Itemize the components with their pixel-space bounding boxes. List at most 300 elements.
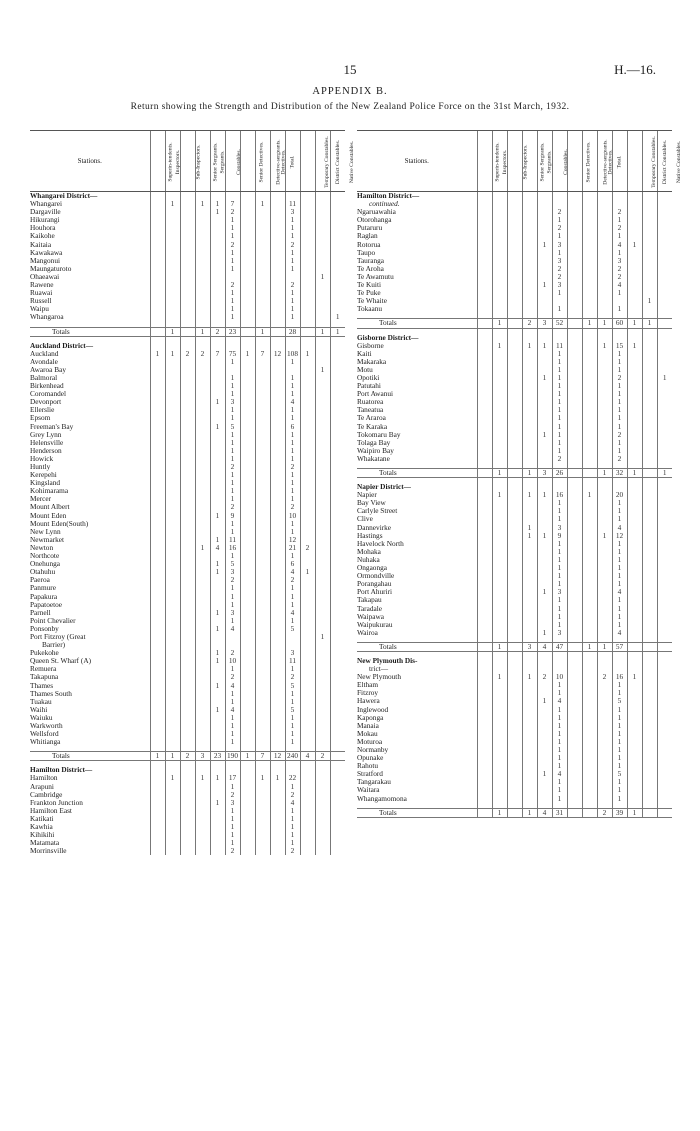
- count-cell: [195, 714, 210, 722]
- station-name: Nuhaka: [357, 554, 380, 564]
- count-cell: [627, 297, 642, 305]
- station-row: [30, 366, 345, 374]
- station-name: Maungaturoto: [30, 263, 72, 273]
- count-cell: [300, 617, 315, 625]
- count-cell: [657, 406, 672, 414]
- count-cell: [627, 762, 642, 770]
- station-row: [357, 382, 672, 390]
- count-cell: [642, 697, 657, 705]
- count-cell: 16: [612, 673, 627, 681]
- count-cell: [477, 642, 492, 651]
- count-cell: [180, 265, 195, 273]
- count-cell: [150, 414, 165, 422]
- count-cell: [150, 257, 165, 265]
- count-cell: [195, 593, 210, 601]
- count-cell: [255, 593, 270, 601]
- count-cell: 1: [165, 752, 180, 761]
- count-cell: [567, 515, 582, 523]
- count-cell: [597, 200, 612, 208]
- count-cell: 1: [225, 297, 240, 305]
- count-cell: 1: [210, 423, 225, 431]
- count-cell: [582, 673, 597, 681]
- count-cell: [642, 548, 657, 556]
- count-cell: 1: [627, 808, 642, 817]
- count-cell: [195, 305, 210, 313]
- count-cell: 2: [552, 224, 567, 232]
- station-row: [357, 249, 672, 257]
- count-cell: [657, 423, 672, 431]
- count-cell: 1: [225, 722, 240, 730]
- count-cell: [567, 483, 582, 491]
- station-row: [30, 831, 345, 839]
- count-cell: [642, 431, 657, 439]
- count-cell: 7: [255, 350, 270, 358]
- count-cell: 1: [210, 568, 225, 576]
- count-cell: [165, 289, 180, 297]
- count-cell: 3: [225, 799, 240, 807]
- count-cell: [657, 605, 672, 613]
- count-cell: [627, 532, 642, 540]
- count-cell: [567, 706, 582, 714]
- count-cell: 1: [552, 499, 567, 507]
- header-col-6: [552, 131, 567, 192]
- count-cell: [255, 390, 270, 398]
- count-cell: 1: [225, 601, 240, 609]
- count-cell: 1: [285, 520, 300, 528]
- count-cell: [330, 617, 345, 625]
- count-cell: [210, 366, 225, 374]
- count-cell: 2: [612, 273, 627, 281]
- count-cell: [165, 224, 180, 232]
- count-cell: 1: [582, 642, 597, 651]
- station-name: Kihikihi: [30, 830, 55, 840]
- count-cell: [300, 455, 315, 463]
- count-cell: 1: [552, 390, 567, 398]
- count-cell: [492, 580, 507, 588]
- count-cell: 1: [597, 342, 612, 350]
- count-cell: [150, 313, 165, 321]
- count-cell: [582, 265, 597, 273]
- count-cell: [537, 265, 552, 273]
- station-row: [30, 560, 345, 568]
- count-cell: [210, 216, 225, 224]
- continuation-row: [357, 665, 672, 673]
- count-cell: [597, 358, 612, 366]
- count-cell: [477, 580, 492, 588]
- count-cell: [522, 423, 537, 431]
- count-cell: [180, 479, 195, 487]
- count-cell: 1: [225, 406, 240, 414]
- header-col-10: [285, 131, 300, 192]
- count-cell: [657, 673, 672, 681]
- count-cell: 28: [285, 327, 300, 336]
- station-row: [357, 265, 672, 273]
- count-cell: [582, 273, 597, 281]
- count-cell: [195, 512, 210, 520]
- count-cell: [582, 580, 597, 588]
- count-cell: [507, 524, 522, 532]
- count-cell: [582, 540, 597, 548]
- count-cell: [657, 334, 672, 342]
- count-cell: 12: [285, 536, 300, 544]
- count-cell: [522, 366, 537, 374]
- count-cell: [315, 382, 330, 390]
- count-cell: [240, 439, 255, 447]
- count-cell: [657, 483, 672, 491]
- count-cell: [477, 588, 492, 596]
- count-cell: [567, 406, 582, 414]
- count-cell: [210, 313, 225, 321]
- count-cell: [150, 823, 165, 831]
- count-cell: 1: [225, 216, 240, 224]
- count-cell: [210, 305, 225, 313]
- count-cell: [522, 200, 537, 208]
- count-cell: [255, 495, 270, 503]
- count-cell: [582, 770, 597, 778]
- count-cell: [627, 423, 642, 431]
- count-cell: [657, 532, 672, 540]
- count-cell: [642, 580, 657, 588]
- count-cell: [270, 463, 285, 471]
- count-cell: [537, 564, 552, 572]
- count-cell: [657, 507, 672, 515]
- count-cell: [567, 273, 582, 281]
- count-cell: [315, 698, 330, 706]
- count-cell: [477, 406, 492, 414]
- count-cell: [210, 297, 225, 305]
- header-label: Sergeants.: [546, 150, 553, 174]
- count-cell: [537, 613, 552, 621]
- count-cell: 1: [285, 382, 300, 390]
- count-cell: 1: [315, 327, 330, 336]
- count-cell: [582, 657, 597, 665]
- count-cell: [522, 540, 537, 548]
- count-cell: [627, 706, 642, 714]
- count-cell: [642, 350, 657, 358]
- count-cell: [240, 807, 255, 815]
- count-cell: [657, 730, 672, 738]
- count-cell: [642, 564, 657, 572]
- count-cell: [180, 552, 195, 560]
- count-cell: [642, 722, 657, 730]
- count-cell: [330, 791, 345, 799]
- station-name: Thames: [30, 680, 54, 690]
- count-cell: [642, 515, 657, 523]
- count-cell: [492, 431, 507, 439]
- station-row: [357, 681, 672, 689]
- count-cell: [582, 572, 597, 580]
- count-cell: [507, 588, 522, 596]
- count-cell: [270, 439, 285, 447]
- count-cell: [240, 791, 255, 799]
- count-cell: 4: [285, 799, 300, 807]
- count-cell: [642, 334, 657, 342]
- count-cell: [522, 746, 537, 754]
- count-cell: 1: [210, 512, 225, 520]
- count-cell: [165, 313, 180, 321]
- count-cell: [597, 689, 612, 697]
- count-cell: 1: [225, 617, 240, 625]
- station-row: [30, 455, 345, 463]
- station-row: [357, 455, 672, 463]
- count-cell: [567, 216, 582, 224]
- count-cell: [537, 447, 552, 455]
- count-cell: [300, 232, 315, 240]
- count-cell: [597, 548, 612, 556]
- count-cell: [180, 682, 195, 690]
- count-cell: [522, 358, 537, 366]
- count-cell: [165, 730, 180, 738]
- count-cell: [210, 281, 225, 289]
- count-cell: 1: [612, 738, 627, 746]
- count-cell: [627, 642, 642, 651]
- header-label: Native Constables.: [675, 140, 682, 184]
- count-cell: [507, 706, 522, 714]
- count-cell: [492, 358, 507, 366]
- count-cell: [657, 665, 672, 673]
- station-row: [30, 593, 345, 601]
- station-row: [357, 273, 672, 281]
- count-cell: 7: [255, 752, 270, 761]
- count-cell: [522, 281, 537, 289]
- count-cell: [537, 439, 552, 447]
- count-cell: 1: [285, 414, 300, 422]
- count-cell: 2: [225, 673, 240, 681]
- count-cell: 3: [537, 469, 552, 478]
- count-cell: [477, 532, 492, 540]
- count-cell: [300, 241, 315, 249]
- station-row: [357, 580, 672, 588]
- count-cell: [522, 374, 537, 382]
- count-cell: [300, 439, 315, 447]
- count-cell: [270, 673, 285, 681]
- count-cell: [597, 406, 612, 414]
- header-label: Constables.: [235, 148, 242, 175]
- count-cell: [165, 706, 180, 714]
- station-row: [30, 576, 345, 584]
- count-cell: 4: [612, 524, 627, 532]
- count-cell: [255, 528, 270, 536]
- count-cell: [507, 334, 522, 342]
- count-cell: [492, 224, 507, 232]
- count-cell: [255, 487, 270, 495]
- header-label: Stations.: [77, 156, 102, 165]
- station-name: Balmoral: [30, 372, 58, 382]
- count-cell: 4: [285, 609, 300, 617]
- count-cell: [582, 697, 597, 705]
- count-cell: [582, 342, 597, 350]
- count-cell: [507, 808, 522, 817]
- count-cell: [507, 297, 522, 305]
- count-cell: [330, 552, 345, 560]
- count-cell: [477, 447, 492, 455]
- count-cell: [537, 795, 552, 803]
- count-cell: [567, 208, 582, 216]
- count-cell: [150, 216, 165, 224]
- count-cell: [270, 216, 285, 224]
- count-cell: [315, 609, 330, 617]
- count-cell: [180, 487, 195, 495]
- count-cell: [315, 568, 330, 576]
- count-cell: [330, 774, 345, 782]
- count-cell: [300, 576, 315, 584]
- count-cell: [507, 469, 522, 478]
- count-cell: [165, 216, 180, 224]
- station-row: [30, 249, 345, 257]
- count-cell: [507, 629, 522, 637]
- count-cell: [642, 746, 657, 754]
- count-cell: 3: [612, 257, 627, 265]
- count-cell: [240, 831, 255, 839]
- count-cell: [627, 350, 642, 358]
- count-cell: [657, 629, 672, 637]
- count-cell: [300, 738, 315, 746]
- count-cell: 1: [225, 487, 240, 495]
- count-cell: 1: [300, 350, 315, 358]
- count-cell: [627, 491, 642, 499]
- count-cell: [270, 576, 285, 584]
- station-name: Fitzroy: [357, 688, 379, 698]
- count-cell: [537, 786, 552, 794]
- count-cell: [537, 754, 552, 762]
- count-cell: [567, 621, 582, 629]
- count-cell: [300, 273, 315, 281]
- count-cell: [522, 564, 537, 572]
- station-name: Grey Lynn: [30, 429, 62, 439]
- count-cell: 2: [612, 455, 627, 463]
- count-cell: [507, 540, 522, 548]
- count-cell: [195, 706, 210, 714]
- count-cell: [300, 374, 315, 382]
- count-cell: [195, 609, 210, 617]
- count-cell: [180, 398, 195, 406]
- station-row: [30, 208, 345, 216]
- district-name: Napier District—: [357, 482, 411, 492]
- station-name: Waihi: [30, 704, 48, 714]
- count-cell: [477, 786, 492, 794]
- count-cell: [492, 722, 507, 730]
- count-cell: 1: [255, 327, 270, 336]
- count-cell: [597, 390, 612, 398]
- count-cell: 6: [285, 423, 300, 431]
- count-cell: [657, 697, 672, 705]
- count-cell: [150, 536, 165, 544]
- count-cell: [657, 588, 672, 596]
- station-name: Morrinsville: [30, 846, 67, 856]
- count-cell: [150, 576, 165, 584]
- count-cell: [195, 313, 210, 321]
- count-cell: [330, 823, 345, 831]
- count-cell: [642, 439, 657, 447]
- count-cell: [657, 273, 672, 281]
- count-cell: 1: [285, 265, 300, 273]
- station-row: [357, 556, 672, 564]
- station-row: [357, 564, 672, 572]
- count-cell: 1: [537, 281, 552, 289]
- count-cell: [150, 297, 165, 305]
- count-cell: [255, 807, 270, 815]
- count-cell: [315, 423, 330, 431]
- station-name: Takapuna: [30, 672, 59, 682]
- count-cell: [477, 382, 492, 390]
- count-cell: 1: [285, 455, 300, 463]
- count-cell: [642, 507, 657, 515]
- count-cell: [315, 216, 330, 224]
- count-cell: [657, 754, 672, 762]
- count-cell: [567, 786, 582, 794]
- count-cell: [477, 390, 492, 398]
- count-cell: [492, 366, 507, 374]
- count-cell: [270, 823, 285, 831]
- count-cell: [567, 642, 582, 651]
- count-cell: [642, 265, 657, 273]
- count-cell: [315, 682, 330, 690]
- count-cell: [642, 532, 657, 540]
- count-cell: 1: [612, 350, 627, 358]
- count-cell: [300, 431, 315, 439]
- count-cell: [567, 390, 582, 398]
- station-row: [357, 689, 672, 697]
- count-cell: 1: [552, 795, 567, 803]
- station-name: Mohaka: [357, 546, 381, 556]
- count-cell: [582, 548, 597, 556]
- station-row: [357, 374, 672, 382]
- station-row: [30, 471, 345, 479]
- count-cell: 1: [612, 572, 627, 580]
- count-cell: 1: [225, 738, 240, 746]
- count-cell: [477, 770, 492, 778]
- count-cell: [477, 673, 492, 681]
- count-cell: [240, 682, 255, 690]
- count-cell: [240, 774, 255, 782]
- count-cell: [567, 795, 582, 803]
- station-name: Manaia: [357, 720, 379, 730]
- count-cell: 1: [315, 273, 330, 281]
- count-cell: [195, 657, 210, 665]
- count-cell: [180, 657, 195, 665]
- count-cell: [657, 232, 672, 240]
- totals-label: Totals: [357, 642, 477, 651]
- count-cell: [537, 556, 552, 564]
- count-cell: [300, 847, 315, 855]
- count-cell: [642, 390, 657, 398]
- count-cell: 1: [150, 350, 165, 358]
- count-cell: [477, 455, 492, 463]
- header-label: Senior Detectives.: [585, 141, 592, 183]
- count-cell: [195, 495, 210, 503]
- count-cell: 1: [225, 528, 240, 536]
- count-cell: 1: [210, 625, 225, 633]
- station-name: Tuakau: [30, 696, 52, 706]
- count-cell: [330, 503, 345, 511]
- count-cell: [627, 281, 642, 289]
- count-cell: [492, 273, 507, 281]
- count-cell: [492, 350, 507, 358]
- count-cell: [240, 766, 255, 774]
- station-name: Tokomaru Bay: [357, 429, 401, 439]
- count-cell: 1: [612, 439, 627, 447]
- count-cell: [537, 499, 552, 507]
- station-row: [30, 447, 345, 455]
- header-label: Senior Detectives.: [258, 141, 265, 183]
- station-row: [357, 548, 672, 556]
- count-cell: [255, 241, 270, 249]
- count-cell: [597, 382, 612, 390]
- count-cell: [627, 447, 642, 455]
- count-cell: 1: [612, 366, 627, 374]
- count-cell: [642, 596, 657, 604]
- count-cell: 1: [612, 289, 627, 297]
